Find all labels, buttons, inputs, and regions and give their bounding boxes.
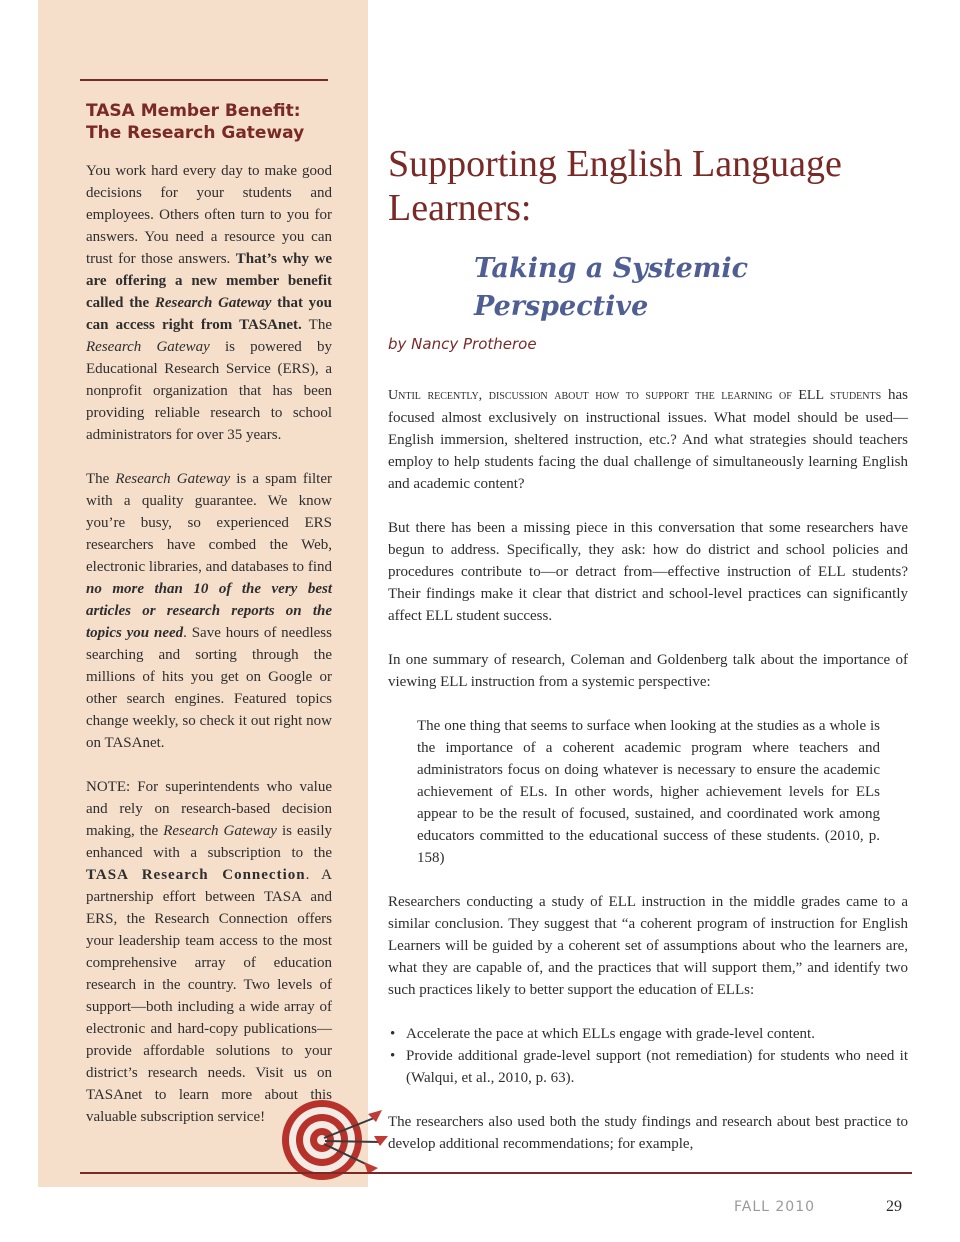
article-lead-in: Until recently, discussion about how to support the learning of ELL students bbox=[388, 388, 882, 403]
sidebar-p2-bold-italic: no more than 10 of the very best articles or research reports on the topics you need bbox=[86, 581, 332, 641]
article-paragraph-5: The researchers also used both the study findings and research about best practice to develop additional recommendations; for example, bbox=[388, 1114, 908, 1152]
article-p1-rest: has focused almost exclusively on instructional issues. What model should be used—English immersion, sheltered instruction, etc.? And what strategies should teachers employ to help students facing the dual challenge of simultaneously learning English and academic content? bbox=[388, 387, 908, 492]
sidebar-top-rule bbox=[80, 79, 328, 81]
dartboard-target-icon bbox=[270, 1084, 390, 1190]
sidebar-p1-italic: Research Gateway bbox=[86, 339, 210, 355]
article-title: Supporting English Language Learners: bbox=[388, 143, 842, 229]
list-item: • Provide additional grade-level support (not remediation) for students who need it (Walqui, et al., 2010, p. 63). bbox=[406, 1045, 908, 1089]
sidebar-p1-text-3: is powered by Educational Research Service (ERS), a nonprofit organization that has been providing reliable research to school administrators for over 35 years. bbox=[86, 339, 332, 443]
sidebar-p2-text: The bbox=[86, 471, 116, 487]
footer-issue-label: FALL 2010 bbox=[734, 1199, 816, 1215]
sidebar-p3-text-2: is easily enhanced with a subscription to the bbox=[86, 823, 333, 861]
article-paragraph-2: But there has been a missing piece in this conversation that some researchers have begun to address. Specifically, they ask: how do district and school policies and procedures contribute to—or detract from—effective instruction of ELL students? Their findings make it clear that district and school-level practices can significantly affect ELL student success. bbox=[388, 520, 908, 624]
sidebar-p2-text-2: is a spam filter with a quality guarantee. We know you’re busy, so experienced ERS researchers have combed the Web, electronic libraries, and databases to find bbox=[86, 471, 332, 575]
sidebar-p2-text-3: . Save hours of needless searching and sorting through the millions of hits you get on Google or other search engines. Featured topics change weekly, so check it out right now on TASAnet. bbox=[86, 625, 332, 751]
sidebar-title: TASA Member Benefit: The Research Gateway bbox=[86, 101, 305, 143]
sidebar-p1-text-2: The bbox=[301, 317, 332, 333]
sidebar-p1-bold: That’s why we are offering a new member benefit called the bbox=[86, 251, 332, 311]
sidebar-p1-bold-end: that you can access right from TASAnet. bbox=[86, 295, 332, 333]
sidebar-p3-bold: TASA Research Connection bbox=[86, 867, 306, 883]
sidebar-p3-text-3: . A partnership effort between TASA and ERS, the Research Connection offers your leadership team access to the most comprehensive array of education research in the country. Two levels of support—both including a wide array of electronic and hard-copy publications—provide affordable solutions to your district’s research needs. Visit us on TASAnet to learn more about this valuable subscription service! bbox=[86, 867, 332, 1125]
article-body bbox=[388, 384, 908, 1177]
article-paragraph-1 bbox=[388, 384, 908, 495]
sidebar-p2-italic: Research Gateway bbox=[115, 471, 231, 487]
article-paragraph-3: In one summary of research, Coleman and Goldenberg talk about the importance of viewing ELL instruction from a systemic perspective: bbox=[388, 652, 908, 690]
article-bullet-list bbox=[388, 1023, 908, 1089]
sidebar-p1-bold-italic: Research Gateway bbox=[154, 295, 272, 311]
footer-rule bbox=[80, 1172, 912, 1174]
sidebar-p3-italic: Research Gateway bbox=[163, 823, 277, 839]
sidebar-paragraph-1 bbox=[86, 160, 332, 446]
article-paragraph-4: Researchers conducting a study of ELL instruction in the middle grades came to a similar conclusion. They suggest that “a coherent program of instruction for English Learners will be guided by a coherent set of assumptions about who the learners are, what they are capable of, and the practices that will support them,” and identify two such practices likely to better support the education of ELLs: bbox=[388, 894, 908, 998]
sidebar-p3-text: NOTE: For superintendents who value and rely on research-based decision making, the bbox=[86, 779, 332, 839]
sidebar-paragraph-3 bbox=[86, 776, 332, 1128]
sidebar-p1-text: You work hard every day to make good decisions for your students and employees. Others often turn to you for answers. You need a resource you can trust for those answers. bbox=[86, 163, 332, 267]
article-byline: by Nancy Protheroe bbox=[388, 335, 537, 353]
page-number: 29 bbox=[886, 1198, 902, 1215]
sidebar-body bbox=[86, 160, 332, 1150]
article-subtitle: Taking a Systemic Perspective bbox=[474, 253, 749, 322]
list-item: • Accelerate the pace at which ELLs engage with grade-level content. bbox=[406, 1023, 908, 1045]
sidebar-paragraph-2 bbox=[86, 468, 332, 754]
article-blockquote: The one thing that seems to surface when looking at the studies as a whole is the importance of a coherent academic program where teachers and administrators focus on doing whatever is necessary to ensure the academic achievement of ELs. In other words, higher achievement levels for ELs appear to be the result of focused, sustained, and coordinated work among educators committed to the educational success of these students. (2010, p. 158) bbox=[417, 718, 880, 866]
